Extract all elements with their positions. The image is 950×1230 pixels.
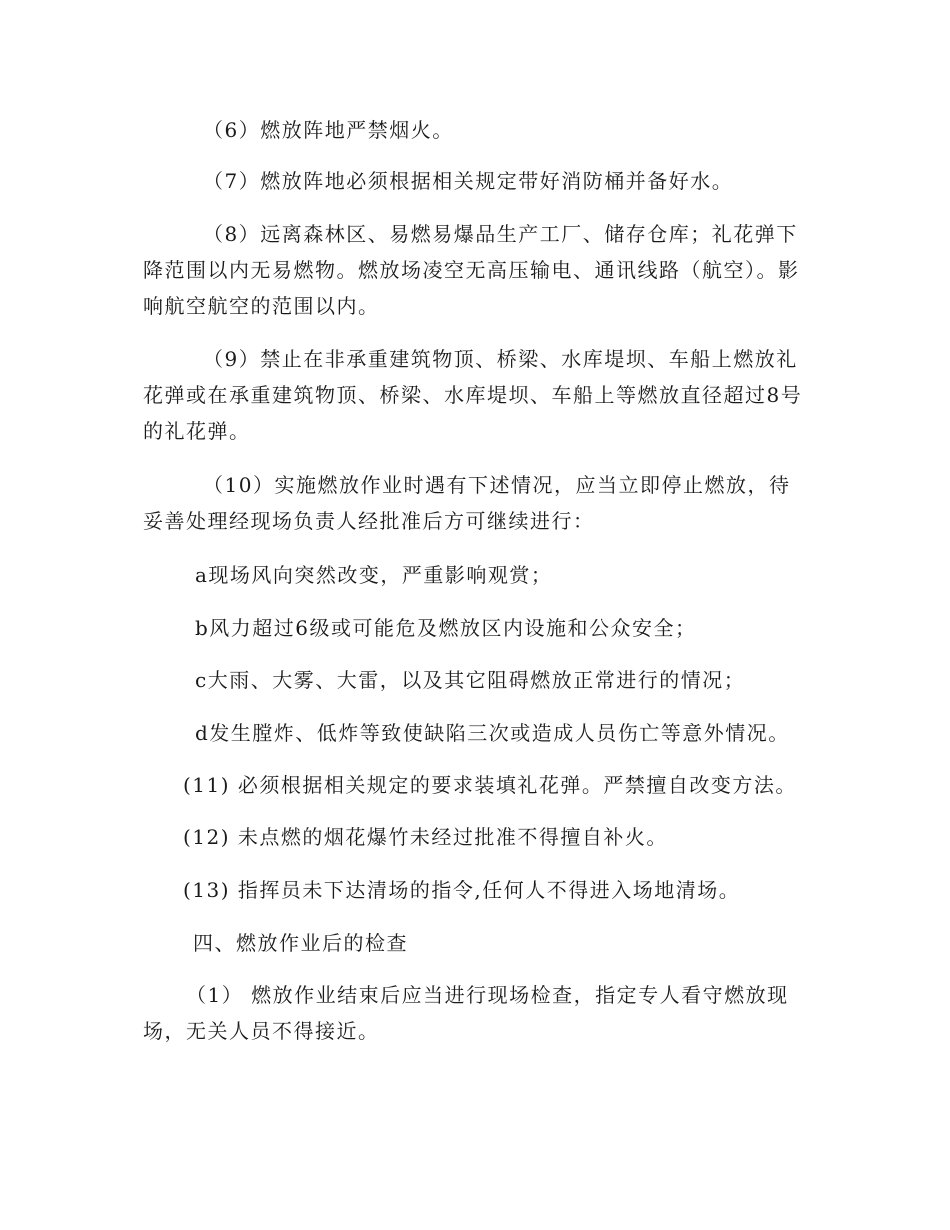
list-item-d: d发生膛炸、低炸等致使缺陷三次或造成人员伤亡等意外情况。	[195, 721, 790, 745]
list-item-b: b风力超过6级或可能危及燃放区内设施和公众安全；	[195, 616, 697, 640]
paragraph-13: (13) 指挥员未下达清场的指令,任何人不得进入场地清场。	[183, 878, 741, 902]
paragraph-post-1: （1） 燃放作业结束后应当进行现场检查，指定专人看守燃放现场，无关人员不得接近。	[143, 983, 789, 1043]
paragraph-7: （7）燃放阵地必须根据相关规定带好消防桶并备好水。	[203, 169, 734, 193]
paragraph-9: （9）禁止在非承重建筑物顶、桥梁、水库堤坝、车船上燃放礼花弹或在承重建筑物顶、桥梁、水库堤坝、车船上等燃放直径超过8号的礼花弹。	[143, 347, 803, 443]
paragraph-11: (11) 必须根据相关规定的要求装填礼花弹。严禁擅自改变方法。	[183, 773, 797, 797]
section-heading-4: 四、燃放作业后的检查	[193, 931, 408, 955]
list-item-a: a现场风向突然改变，严重影响观赏；	[195, 563, 553, 587]
paragraph-8: （8）远离森林区、易燃易爆品生产工厂、储存仓库；礼花弹下降范围以内无易燃物。燃放场凌空无高压输电、通讯线路（航空）。影响航空航空的范围以内。	[143, 222, 800, 318]
paragraph-6: （6）燃放阵地严禁烟火。	[203, 118, 454, 142]
list-item-c: c大雨、大雾、大雷，以及其它阻碍燃放正常进行的情况；	[195, 668, 746, 692]
paragraph-12: (12) 未点燃的烟花爆竹未经过批准不得擅自补火。	[183, 825, 668, 849]
paragraph-10: （10）实施燃放作业时遇有下述情况，应当立即停止燃放，待妥善处理经现场负责人经批准后方可继续进行：	[143, 473, 791, 533]
